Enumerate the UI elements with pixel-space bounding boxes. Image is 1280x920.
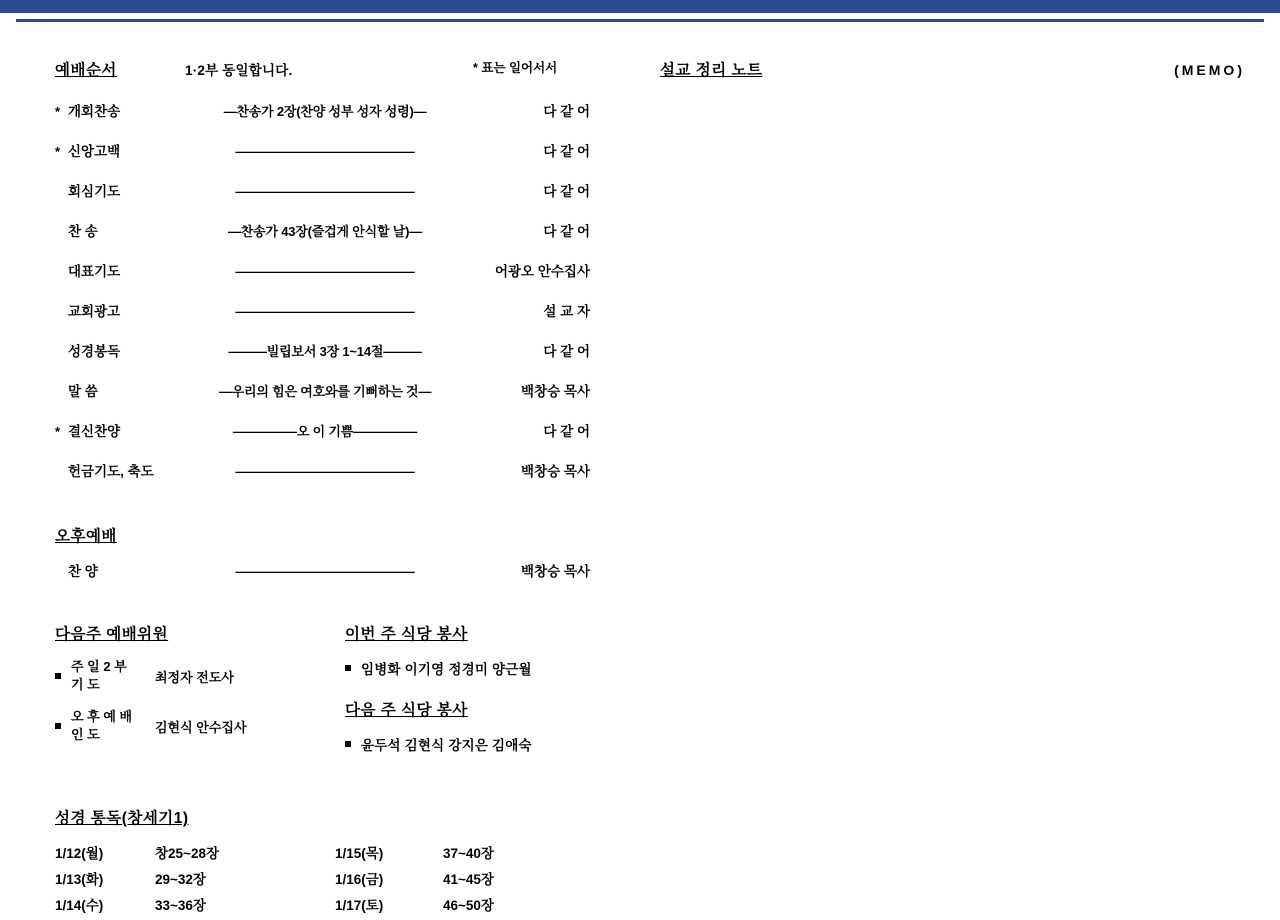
order-item-detail: —————————————— xyxy=(235,564,415,579)
reading-date: 1/12(월) xyxy=(55,846,104,861)
kitchen-this-week-title: 이번 주 식당 봉사 xyxy=(345,626,468,643)
worship-order-note: 1·2부 동일합니다. xyxy=(185,63,293,78)
reading-chapters: 46~50장 xyxy=(443,898,494,913)
list-item xyxy=(55,708,345,744)
order-item-detail: —————————————— xyxy=(235,464,415,479)
table-row xyxy=(55,868,615,894)
order-item-detail: —우리의 힘은 여호와를 기뻐하는 것— xyxy=(218,384,432,399)
order-item-leader: 백창승 목사 xyxy=(521,384,590,399)
order-row xyxy=(55,420,615,460)
order-item-name: 대표기도 xyxy=(68,264,121,279)
worship-order-column xyxy=(55,58,615,920)
order-row xyxy=(55,260,615,300)
order-row xyxy=(55,100,615,140)
worship-order-header xyxy=(55,58,615,88)
table-row xyxy=(55,842,615,868)
next-week-committee-block xyxy=(55,622,345,744)
memo-label: (MEMO) xyxy=(1174,62,1245,78)
reading-date: 1/15(목) xyxy=(335,846,384,861)
order-item-leader: 백창승 목사 xyxy=(521,464,590,479)
order-item-leader: 다 같 어 xyxy=(543,144,590,159)
duty-blocks xyxy=(55,622,615,792)
order-row xyxy=(55,220,615,260)
sermon-notes-column xyxy=(660,58,1260,840)
next-week-committee-title: 다음주 예배위원 xyxy=(55,626,169,643)
order-item-name: 찬 양 xyxy=(68,564,98,579)
order-row xyxy=(55,560,615,600)
order-row xyxy=(55,180,615,220)
order-item-name: 찬 송 xyxy=(68,224,98,239)
sermon-notes-header xyxy=(660,58,1245,80)
kitchen-service-block xyxy=(345,622,615,754)
reading-chapters: 29~32장 xyxy=(155,872,206,887)
order-row xyxy=(55,460,615,500)
order-item-name: 개회찬송 xyxy=(68,104,121,119)
standing-star-note: * 표는 일어서서 xyxy=(473,61,558,75)
order-item-leader: 설 교 자 xyxy=(543,304,590,319)
order-item-name: 교회광고 xyxy=(68,304,121,319)
order-item-leader: 다 같 어 xyxy=(543,104,590,119)
bible-reading-table xyxy=(55,842,615,920)
order-item-leader: 백창승 목사 xyxy=(521,564,590,579)
kitchen-next-week-title: 다음 주 식당 봉사 xyxy=(345,702,468,719)
order-item-detail: —찬송가 43장(즐겁게 안식할 날)— xyxy=(227,224,423,239)
reading-date: 1/14(수) xyxy=(55,898,104,913)
order-item-leader: 어광오 안수집사 xyxy=(494,264,590,279)
order-item-leader: 다 같 어 xyxy=(543,344,590,359)
bible-reading-block xyxy=(55,806,615,920)
reading-date: 1/16(금) xyxy=(335,872,384,887)
order-item-detail: —————————————— xyxy=(235,184,415,199)
square-bullet-icon xyxy=(345,665,351,671)
sermon-notes-title: 설교 정리 노트 xyxy=(660,62,763,79)
standing-star: * xyxy=(55,104,61,119)
square-bullet-icon xyxy=(55,673,61,679)
afternoon-service-title: 오후예배 xyxy=(55,528,117,545)
worship-order-title: 예배순서 xyxy=(55,62,117,79)
order-item-detail: ———빌립보서 3장 1~14절——— xyxy=(228,344,422,359)
worship-order-list xyxy=(55,100,615,500)
square-bullet-icon xyxy=(345,741,351,747)
standing-star: * xyxy=(55,424,61,439)
table-row xyxy=(55,894,615,920)
duty-label: 주 일 2 부 기 도 xyxy=(71,659,127,692)
order-item-name: 신앙고백 xyxy=(68,144,121,159)
order-item-name: 헌금기도, 축도 xyxy=(68,464,154,479)
kitchen-next-week-names: 윤두석 김현식 강지은 김애숙 xyxy=(361,738,532,753)
order-item-detail: —————————————— xyxy=(235,144,415,159)
reading-chapters: 창25~28장 xyxy=(155,846,219,861)
list-item xyxy=(345,734,615,754)
list-item xyxy=(345,658,615,678)
order-item-name: 말 씀 xyxy=(68,384,98,399)
duty-label: 오 후 예 배 인 도 xyxy=(71,709,133,742)
order-item-name: 회심기도 xyxy=(68,184,121,199)
list-item xyxy=(55,658,345,694)
order-item-name: 결신찬양 xyxy=(68,424,121,439)
order-item-detail: —————————————— xyxy=(235,304,415,319)
duty-person: 김현식 안수집사 xyxy=(155,719,247,735)
reading-chapters: 41~45장 xyxy=(443,872,494,887)
reading-chapters: 37~40장 xyxy=(443,846,494,861)
reading-date: 1/17(토) xyxy=(335,898,384,913)
standing-star: * xyxy=(55,144,61,159)
reading-chapters: 33~36장 xyxy=(155,898,206,913)
order-item-detail: —————오 이 기쁨————— xyxy=(232,424,418,439)
order-item-leader: 다 같 어 xyxy=(543,424,590,439)
order-item-leader: 다 같 어 xyxy=(543,184,590,199)
order-item-leader: 다 같 어 xyxy=(543,224,590,239)
square-bullet-icon xyxy=(55,723,61,729)
order-row xyxy=(55,300,615,340)
bible-reading-title: 성경 통독(창세기1) xyxy=(55,810,189,827)
order-item-detail: —찬송가 2장(찬양 성부 성자 성령)— xyxy=(223,104,427,119)
kitchen-this-week-names: 임병화 이기영 정경미 양근월 xyxy=(361,662,532,677)
order-item-detail: —————————————— xyxy=(235,264,415,279)
order-row xyxy=(55,340,615,380)
duty-person: 최정자 전도사 xyxy=(155,669,234,685)
order-row xyxy=(55,140,615,180)
afternoon-service-list xyxy=(55,560,615,600)
reading-date: 1/13(화) xyxy=(55,872,104,887)
order-item-name: 성경봉독 xyxy=(68,344,121,359)
order-row xyxy=(55,380,615,420)
sermon-notes-writing-area[interactable] xyxy=(660,80,1245,840)
